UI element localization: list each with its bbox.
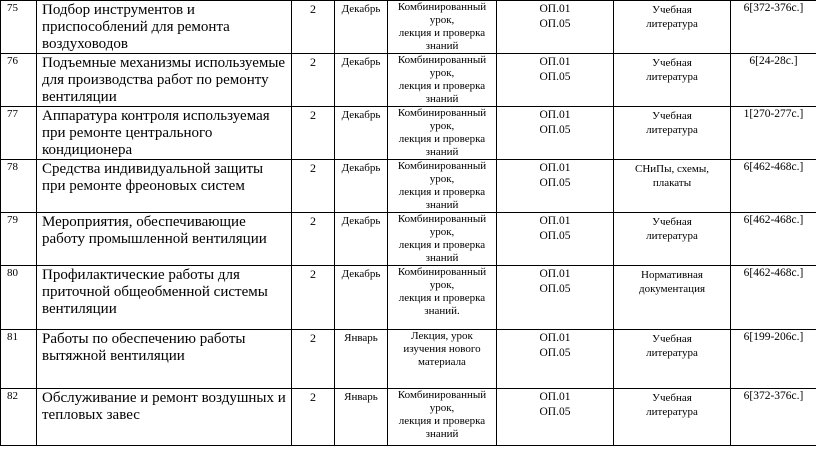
lesson-type-line: Комбинированный xyxy=(397,389,487,401)
literature-line: литература xyxy=(646,124,698,136)
literature-cell xyxy=(614,330,731,389)
hours-cell: 2 xyxy=(292,330,335,389)
literature-cell xyxy=(614,213,731,266)
table-row xyxy=(1,54,816,107)
literature-cell xyxy=(614,266,731,330)
lesson-type-line: знаний xyxy=(425,93,459,105)
lesson-type-line: лекция и проверка xyxy=(398,186,486,198)
hours-cell: 2 xyxy=(292,389,335,446)
literature-line: Учебная xyxy=(652,392,692,404)
topic-cell: Подбор инструментов и приспособлений для ремонта воздуховодов xyxy=(37,1,292,54)
literature-line: Учебная xyxy=(652,4,692,16)
competency-code: ОП.01 xyxy=(539,3,571,15)
competency-code: ОП.05 xyxy=(539,71,571,83)
lesson-type-cell xyxy=(388,107,497,160)
lesson-type-line: знаний xyxy=(425,199,459,211)
lesson-type-line: Комбинированный xyxy=(397,266,487,278)
page-reference-cell: 6[462-468с.] xyxy=(731,213,816,266)
literature-cell xyxy=(614,54,731,107)
hours-cell: 2 xyxy=(292,1,335,54)
lesson-type-line: лекция и проверка xyxy=(398,80,486,92)
lesson-type-line: урок, xyxy=(429,120,455,132)
table-row xyxy=(1,213,816,266)
lesson-type-line: Комбинированный xyxy=(397,107,487,119)
row-number-cell: 82 xyxy=(1,389,37,446)
lesson-type-line: урок, xyxy=(429,226,455,238)
row-number-cell: 78 xyxy=(1,160,37,213)
page-reference-cell: 6[199-206с.] xyxy=(731,330,816,389)
lesson-type-cell xyxy=(388,54,497,107)
row-number-cell: 75 xyxy=(1,1,37,54)
competency-code: ОП.05 xyxy=(539,406,571,418)
competency-code: ОП.05 xyxy=(539,124,571,136)
competencies-cell xyxy=(497,266,614,330)
literature-line: Учебная xyxy=(652,57,692,69)
lesson-type-line: знаний xyxy=(425,146,459,158)
literature-line: литература xyxy=(646,230,698,242)
lesson-type-line: лекция и проверка xyxy=(398,415,486,427)
lesson-type-line: знаний. xyxy=(424,305,460,317)
competencies-cell xyxy=(497,54,614,107)
lesson-type-line: знаний xyxy=(425,40,459,52)
competency-code: ОП.01 xyxy=(539,215,571,227)
lesson-type-line: урок, xyxy=(429,279,455,291)
topic-cell: Мероприятия, обеспечивающие работу промышленной вентиляции xyxy=(37,213,292,266)
competencies-cell xyxy=(497,330,614,389)
page-reference-cell: 6[372-376с.] xyxy=(731,389,816,446)
competencies-cell xyxy=(497,213,614,266)
page-reference-cell: 6[372-376с.] xyxy=(731,1,816,54)
month-cell: Декабрь xyxy=(335,54,388,107)
literature-line: литература xyxy=(646,18,698,30)
page-reference-cell: 6[24-28с.] xyxy=(731,54,816,107)
literature-cell xyxy=(614,107,731,160)
topic-cell: Обслуживание и ремонт воздушных и тепловых завес xyxy=(37,389,292,446)
literature-line: Учебная xyxy=(652,110,692,122)
month-cell: Декабрь xyxy=(335,1,388,54)
competency-code: ОП.01 xyxy=(539,391,571,403)
row-number-cell: 80 xyxy=(1,266,37,330)
table-row xyxy=(1,1,816,54)
hours-cell: 2 xyxy=(292,266,335,330)
literature-cell xyxy=(614,160,731,213)
literature-line: литература xyxy=(646,406,698,418)
month-cell: Декабрь xyxy=(335,107,388,160)
hours-cell: 2 xyxy=(292,213,335,266)
topic-cell: Аппаратура контроля используемая при ремонте центрального кондиционера xyxy=(37,107,292,160)
literature-line: Учебная xyxy=(652,333,692,345)
lesson-type-line: знаний xyxy=(425,428,459,440)
literature-cell xyxy=(614,389,731,446)
lesson-type-line: изучения нового xyxy=(403,343,481,355)
page-reference-cell: 1[270-277с.] xyxy=(731,107,816,160)
hours-cell: 2 xyxy=(292,160,335,213)
lesson-type-cell xyxy=(388,266,497,330)
month-cell: Январь xyxy=(335,389,388,446)
month-cell: Декабрь xyxy=(335,213,388,266)
literature-line: литература xyxy=(646,71,698,83)
competency-code: ОП.01 xyxy=(539,332,571,344)
literature-line: СНиПы, схемы, xyxy=(635,163,709,175)
lesson-type-line: урок, xyxy=(429,67,455,79)
row-number-cell: 81 xyxy=(1,330,37,389)
lesson-type-cell xyxy=(388,160,497,213)
competency-code: ОП.01 xyxy=(539,56,571,68)
literature-line: Нормативная xyxy=(641,269,703,281)
lesson-type-line: Лекция, урок xyxy=(411,330,473,342)
lesson-type-line: лекция и проверка xyxy=(398,27,486,39)
topic-cell: Подъемные механизмы используемые для производства работ по ремонту вентиляции xyxy=(37,54,292,107)
competencies-cell xyxy=(497,160,614,213)
literature-line: литература xyxy=(646,347,698,359)
month-cell: Декабрь xyxy=(335,266,388,330)
lesson-type-cell xyxy=(388,330,497,389)
lesson-type-cell xyxy=(388,1,497,54)
month-cell: Январь xyxy=(335,330,388,389)
table-row xyxy=(1,266,816,330)
table-row xyxy=(1,330,816,389)
lesson-type-line: Комбинированный xyxy=(397,1,487,13)
topic-cell: Работы по обеспечению работы вытяжной вентиляции xyxy=(37,330,292,389)
hours-cell: 2 xyxy=(292,54,335,107)
literature-line: плакаты xyxy=(652,177,692,189)
table-row xyxy=(1,389,816,446)
literature-line: документация xyxy=(638,283,706,295)
page-reference-cell: 6[462-468с.] xyxy=(731,266,816,330)
month-cell: Декабрь xyxy=(335,160,388,213)
page-reference-cell: 6[462-468с.] xyxy=(731,160,816,213)
competency-code: ОП.01 xyxy=(539,268,571,280)
lesson-type-cell xyxy=(388,213,497,266)
lesson-type-line: материала xyxy=(418,356,466,368)
table-row xyxy=(1,160,816,213)
literature-cell xyxy=(614,1,731,54)
competency-code: ОП.05 xyxy=(539,230,571,242)
competencies-cell xyxy=(497,107,614,160)
lesson-type-line: лекция и проверка xyxy=(398,133,486,145)
lesson-type-line: урок, xyxy=(429,14,455,26)
table-row xyxy=(1,107,816,160)
competency-code: ОП.01 xyxy=(539,109,571,121)
competencies-cell xyxy=(497,1,614,54)
competencies-cell xyxy=(497,389,614,446)
literature-line: Учебная xyxy=(652,216,692,228)
competency-code: ОП.05 xyxy=(539,177,571,189)
hours-cell: 2 xyxy=(292,107,335,160)
lesson-type-line: Комбинированный xyxy=(397,54,487,66)
lesson-type-line: знаний xyxy=(425,252,459,264)
topic-cell: Профилактические работы для приточной общеобменной системы вентиляции xyxy=(37,266,292,330)
competency-code: ОП.05 xyxy=(539,347,571,359)
topic-cell: Средства индивидуальной защиты при ремонте фреоновых систем xyxy=(37,160,292,213)
row-number-cell: 79 xyxy=(1,213,37,266)
competency-code: ОП.01 xyxy=(539,162,571,174)
row-number-cell: 76 xyxy=(1,54,37,107)
competency-code: ОП.05 xyxy=(539,18,571,30)
lesson-type-cell xyxy=(388,389,497,446)
lesson-type-line: Комбинированный xyxy=(397,160,487,172)
lesson-type-line: лекция и проверка xyxy=(398,292,486,304)
row-number-cell: 77 xyxy=(1,107,37,160)
lesson-type-line: лекция и проверка xyxy=(398,239,486,251)
competency-code: ОП.05 xyxy=(539,283,571,295)
lesson-type-line: урок, xyxy=(429,402,455,414)
lesson-type-line: Комбинированный xyxy=(397,213,487,225)
lesson-type-line: урок, xyxy=(429,173,455,185)
